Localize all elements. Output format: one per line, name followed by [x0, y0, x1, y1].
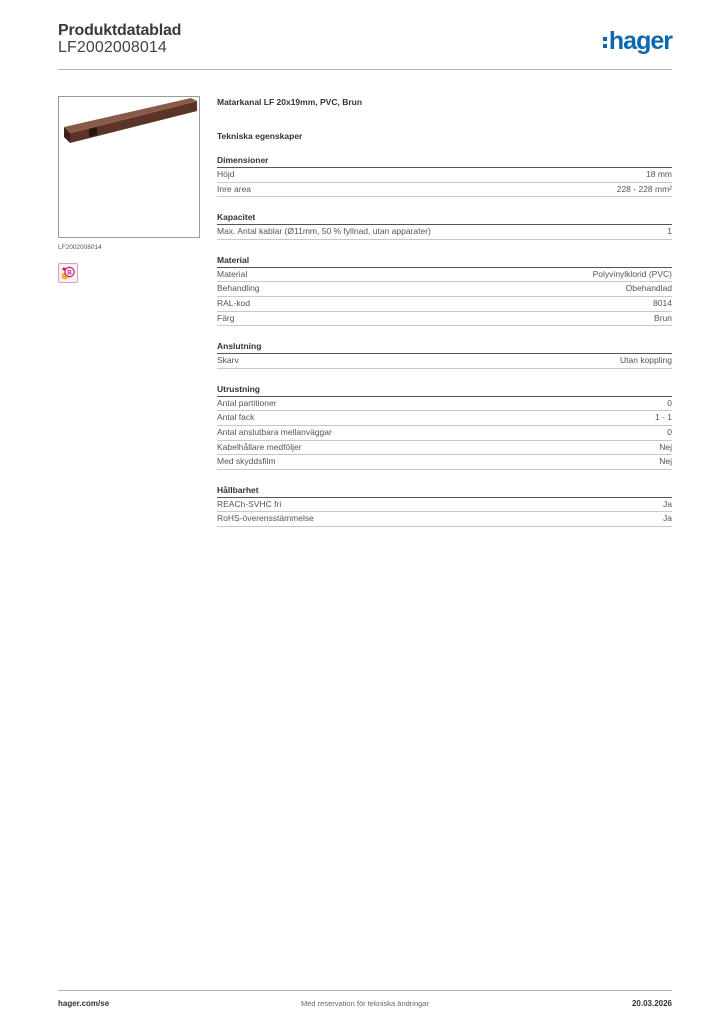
spec-label: Med skyddsfilm — [217, 456, 276, 467]
document-title: Produktdatablad — [58, 22, 182, 39]
svg-text:B: B — [67, 269, 72, 277]
spec-label: RAL-kod — [217, 297, 251, 308]
spec-value: 0 — [667, 426, 672, 437]
spec-section — [217, 211, 672, 240]
spec-value: Obehandlad — [625, 283, 672, 294]
spec-value: 8014 — [653, 297, 672, 308]
spec-value: Ja — [663, 513, 672, 524]
halogen-free-certification-icon — [58, 263, 78, 283]
spec-row — [217, 297, 672, 312]
section-title: Kapacitet — [217, 211, 672, 225]
spec-label: Antal fack — [217, 412, 255, 423]
section-title: Material — [217, 254, 672, 268]
spec-row — [217, 282, 672, 297]
section-title: Utrustning — [217, 383, 672, 397]
footer-date: 20.03.2026 — [631, 999, 672, 1008]
section-title: Anslutning — [217, 340, 672, 354]
spec-label: RoHS-överensstämmelse — [217, 513, 314, 524]
spec-sections — [217, 154, 672, 527]
spec-label: Höjd — [217, 169, 235, 179]
spec-section — [217, 254, 672, 326]
spec-value: Nej — [659, 441, 672, 452]
spec-label: REACh-SVHC fri — [217, 498, 282, 509]
spec-label: Färg — [217, 312, 235, 323]
spec-row — [217, 455, 672, 470]
logo-dots-icon — [603, 36, 607, 50]
spec-section — [217, 340, 672, 369]
section-title: Dimensioner — [217, 154, 672, 168]
spec-value: Nej — [659, 456, 672, 467]
product-specifications — [217, 96, 672, 527]
footer-disclaimer: Med reservation för tekniska ändringar — [301, 999, 429, 1008]
product-image-caption: LF2002008014 — [58, 244, 102, 251]
spec-row — [217, 411, 672, 426]
specs-heading: Tekniska egenskaper — [217, 131, 303, 141]
spec-row — [217, 268, 672, 283]
spec-value: Ja — [663, 498, 672, 509]
spec-label: Material — [217, 268, 248, 279]
spec-section — [217, 154, 672, 197]
spec-row — [217, 441, 672, 456]
spec-label: Antal anslutbara mellanväggar — [217, 426, 332, 437]
spec-value: Polyvinylklorid (PVC) — [592, 268, 672, 279]
product-image-frame — [58, 96, 200, 238]
section-title: Hållbarhet — [217, 484, 672, 498]
page-header — [58, 22, 672, 70]
spec-value: 1 - 1 — [654, 412, 672, 423]
spec-section — [217, 383, 672, 470]
spec-row — [217, 426, 672, 441]
spec-label: Inre area — [217, 183, 252, 194]
spec-value: 18 mm — [646, 169, 672, 179]
product-code: LF2002008014 — [58, 39, 167, 56]
footer-website-link[interactable]: hager.com/se — [58, 999, 110, 1008]
spec-row — [217, 312, 672, 327]
spec-label: Behandling — [217, 283, 260, 294]
spec-section — [217, 484, 672, 527]
spec-label: Skarv — [217, 355, 239, 366]
spec-value: 228 - 228 mm² — [616, 183, 672, 194]
spec-value: 1 — [667, 226, 672, 237]
spec-row — [217, 183, 672, 198]
spec-row — [217, 512, 672, 527]
spec-row — [217, 168, 672, 183]
spec-label: Antal partitioner — [217, 397, 277, 408]
spec-value: Utan koppling — [620, 355, 672, 366]
product-name: Matarkanal LF 20x19mm, PVC, Brun — [217, 97, 363, 107]
hager-logo — [603, 28, 672, 54]
brown-cable-trunking-image — [59, 97, 199, 237]
spec-row — [217, 225, 672, 240]
spec-row — [217, 498, 672, 513]
spec-row — [217, 397, 672, 412]
spec-label: Kabelhållare medföljer — [217, 441, 302, 452]
spec-row — [217, 354, 672, 369]
page-footer — [58, 990, 672, 1010]
logo-text: hager — [608, 27, 672, 55]
spec-label: Max. Antal kablar (Ø11mm, 50 % fyllnad, utan apparater) — [217, 226, 431, 237]
spec-value: 0 — [667, 397, 672, 408]
spec-value: Brun — [654, 312, 672, 323]
